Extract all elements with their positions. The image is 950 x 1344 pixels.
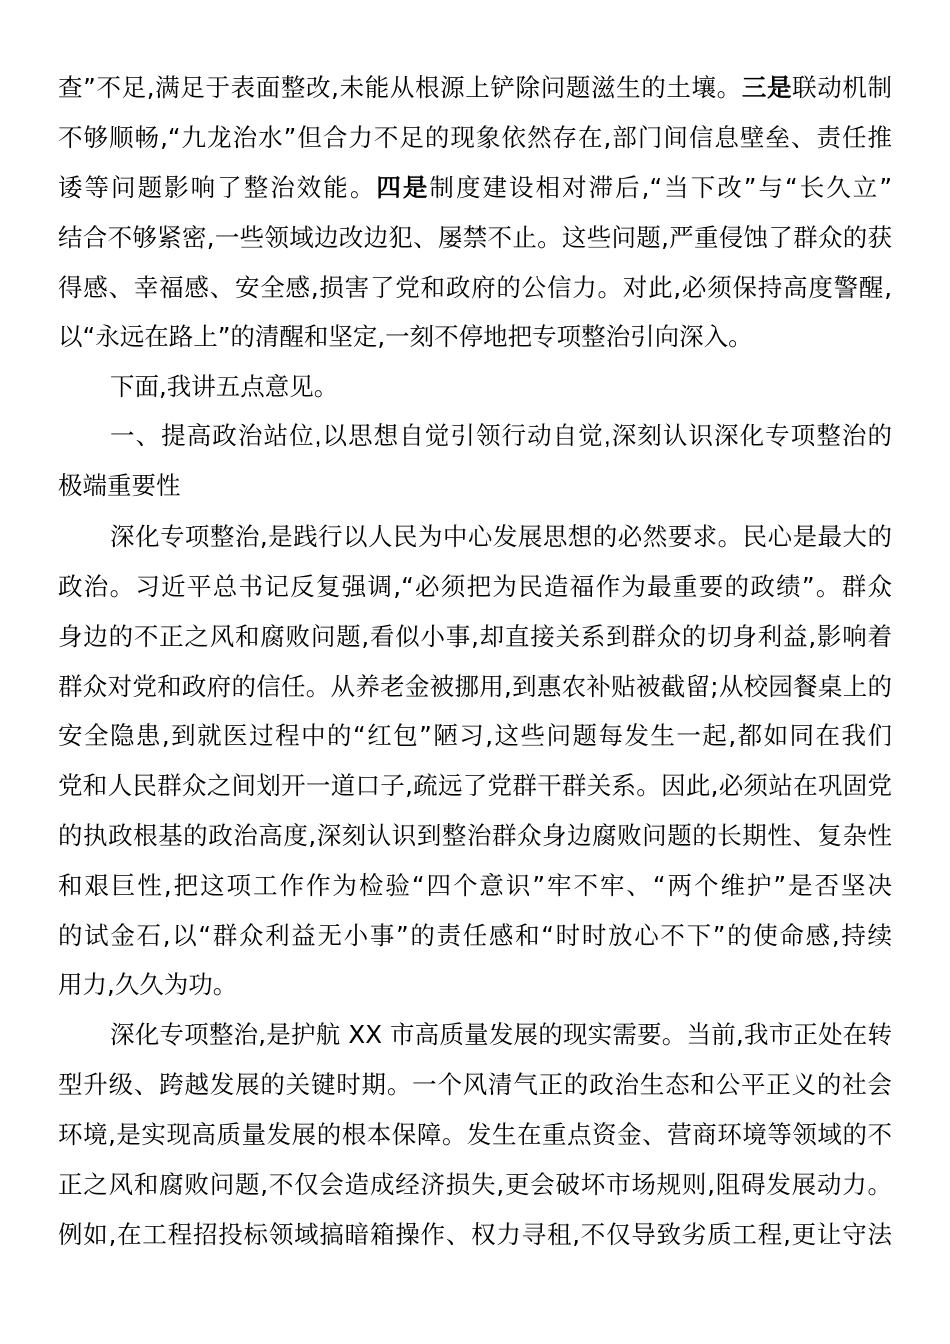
- text-segment: 深化专项整治,是护航 XX 市高质量发展的现实需要。当前,我市正处在转: [110, 1020, 892, 1049]
- text-segment: 型升级、跨越发展的关键时期。一个风清气正的政治生态和公平正义的社会: [58, 1070, 892, 1099]
- text-segment: 诿等问题影响了整治效能。: [58, 173, 377, 202]
- body-line: [58, 1168, 892, 1202]
- body-line: [58, 670, 892, 704]
- text-segment: 身边的不正之风和腐败问题,看似小事,却直接关系到群众的切身利益,影响着: [58, 622, 892, 651]
- paragraph-start: [110, 520, 892, 554]
- section-heading: [110, 420, 892, 454]
- text-segment: 不够顺畅,“九龙治水”但合力不足的现象依然存在,部门间信息壁垒、责任推: [58, 123, 892, 152]
- body-line: [58, 1068, 892, 1102]
- text-segment: 环境,是实现高质量发展的根本保障。发生在重点资金、营商环境等领域的不: [58, 1120, 892, 1149]
- body-line: [58, 620, 892, 654]
- text-segment: 正之风和腐败问题,不仅会造成经济损失,更会破坏市场规则,阻碍发展动力。: [58, 1170, 892, 1199]
- text-segment: 党和人民群众之间划开一道口子,疏远了党群干群关系。因此,必须站在巩固党: [58, 771, 892, 800]
- text-segment: 以“永远在路上”的清醒和坚定,一刻不停地把专项整治引向深入。: [58, 322, 753, 351]
- body-line: [58, 968, 892, 1002]
- body-line: [58, 919, 892, 953]
- body-line: [58, 869, 892, 903]
- body-line: [58, 271, 892, 305]
- text-segment: 制度建设相对滞后,“当下改”与“长久立”: [429, 173, 893, 202]
- body-line: [58, 71, 892, 105]
- text-segment: 用力,久久为功。: [58, 970, 238, 999]
- text-segment: 政治。习近平总书记反复强调,“必须把为民造福作为最重要的政绩”。群众: [58, 572, 892, 601]
- text-segment: 的试金石,以“群众利益无小事”的责任感和“时时放心不下”的使命感,持续: [58, 921, 892, 950]
- body-line: [58, 1118, 892, 1152]
- section-heading-continued: [58, 470, 892, 504]
- body-line: [58, 221, 892, 255]
- text-segment: 和艰巨性,把这项工作作为检验“四个意识”牢不牢、“两个维护”是否坚决: [58, 871, 892, 900]
- body-line: [58, 121, 892, 155]
- text-segment: 得感、幸福感、安全感,损害了党和政府的公信力。对此,必须保持高度警醒,: [58, 273, 892, 302]
- text-segment: 的执政根基的政治高度,深刻认识到整治群众身边腐败问题的长期性、复杂性: [58, 821, 892, 850]
- body-line: [58, 819, 892, 853]
- heading-text: 一、提高政治站位,以思想自觉引领行动自觉,深刻认识深化专项整治的: [110, 423, 892, 450]
- body-line: [58, 570, 892, 604]
- transition-paragraph: [110, 370, 892, 404]
- text-segment: 联动机制: [792, 73, 893, 102]
- text-segment: 安全隐患,到就医过程中的“红包”陋习,这些问题每发生一起,都如同在我们: [58, 721, 892, 750]
- bold-marker: 三是: [741, 73, 793, 102]
- heading-text: 极端重要性: [58, 473, 181, 500]
- text-segment: 下面,我讲五点意见。: [110, 372, 339, 401]
- text-segment: 例如,在工程招投标领域搞暗箱操作、权力寻租,不仅导致劣质工程,更让守法: [58, 1220, 892, 1249]
- body-line: [58, 1218, 892, 1252]
- paragraph-start: [110, 1018, 892, 1052]
- text-segment: 群众对党和政府的信任。从养老金被挪用,到惠农补贴被截留;从校园餐桌上的: [58, 672, 892, 701]
- text-segment: 深化专项整治,是践行以人民为中心发展思想的必然要求。民心是最大的: [110, 522, 892, 551]
- body-line: [58, 320, 892, 354]
- body-line: [58, 171, 892, 205]
- bold-marker: 四是: [376, 173, 430, 202]
- body-line: [58, 769, 892, 803]
- body-line: [58, 719, 892, 753]
- text-segment: 查”不足,满足于表面整改,未能从根源上铲除问题滋生的土壤。: [58, 73, 742, 102]
- text-segment: 结合不够紧密,一些领域边改边犯、屡禁不止。这些问题,严重侵蚀了群众的获: [58, 223, 892, 252]
